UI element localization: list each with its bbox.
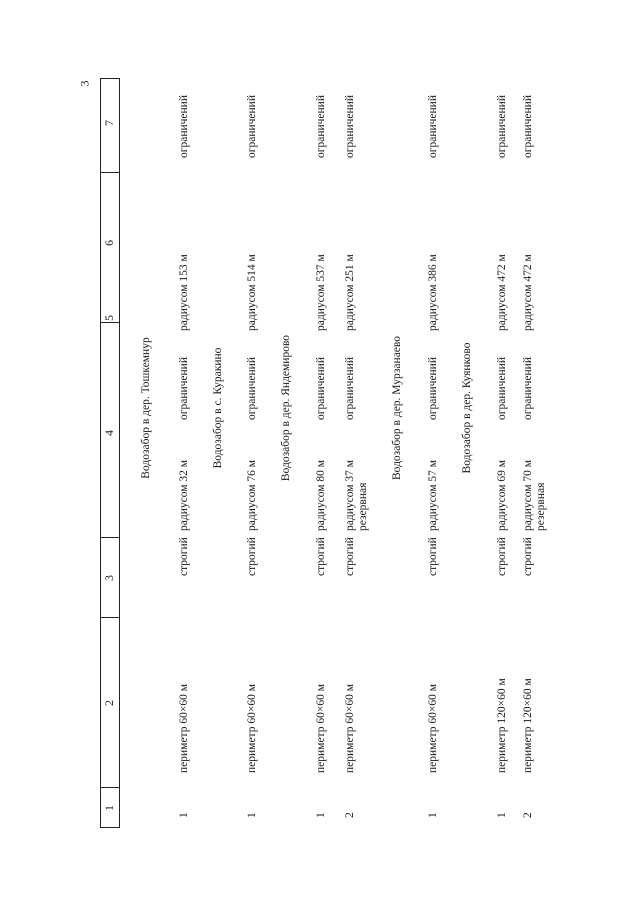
radius-cell: радиусом 76 м <box>246 459 258 531</box>
radius-cell: радиусом 153 м <box>178 254 190 331</box>
restriction-cell: ограничений <box>496 357 508 420</box>
section-title: Водозабор в дер. Яндемирово <box>280 334 292 482</box>
restriction-cell: ограничений <box>178 357 190 420</box>
restriction-cell: ограничений <box>178 95 190 158</box>
col-divider <box>100 78 119 79</box>
zone-cell: строгий <box>427 537 439 576</box>
restriction-cell: ограничений <box>522 95 534 158</box>
row-number: 1 <box>178 812 190 818</box>
restriction-cell: ограничений <box>496 95 508 158</box>
reserve-note: резервная <box>535 482 547 531</box>
section-title: Водозабор в с. Куракино <box>212 347 224 469</box>
restriction-cell: ограничений <box>344 95 356 158</box>
perimeter-cell: периметр 60×60 м <box>246 684 258 773</box>
restriction-cell: ограничений <box>315 357 327 420</box>
section-title: Водозабор в дер. Куянково <box>461 342 473 474</box>
radius-cell: радиусом 70 м <box>522 459 534 531</box>
zone-cell: строгий <box>496 537 508 576</box>
zone-cell: строгий <box>246 537 258 576</box>
row-number: 2 <box>344 812 356 818</box>
radius-cell: радиусом 251 м <box>344 254 356 331</box>
col-header-3: 3 <box>102 575 116 581</box>
col-divider <box>100 617 119 618</box>
perimeter-cell: периметр 60×60 м <box>427 684 439 773</box>
restriction-cell: ограничений <box>427 95 439 158</box>
zone-cell: строгий <box>344 537 356 576</box>
table-top-rule <box>100 78 101 828</box>
restriction-cell: ограничений <box>427 357 439 420</box>
reserve-note: резервная <box>357 482 369 531</box>
restriction-cell: ограничений <box>246 95 258 158</box>
col-header-4: 4 <box>102 430 116 436</box>
col-divider <box>100 537 119 538</box>
row-number: 1 <box>315 812 327 818</box>
perimeter-cell: периметр 60×60 м <box>315 684 327 773</box>
radius-cell: радиусом 472 м <box>522 254 534 331</box>
rotated-table <box>100 78 547 828</box>
radius-cell: радиусом 32 м <box>178 459 190 531</box>
col-header-5: 5 <box>102 315 116 321</box>
section-title: Водозабор в дер. Мурзанаево <box>391 336 403 481</box>
perimeter-cell: периметр 60×60 м <box>178 684 190 773</box>
col-header-1: 1 <box>102 805 116 811</box>
radius-cell: радиусом 69 м <box>496 459 508 531</box>
row-number: 1 <box>496 812 508 818</box>
restriction-cell: ограничений <box>522 357 534 420</box>
col-header-7: 7 <box>102 120 116 126</box>
radius-cell: радиусом 514 м <box>246 254 258 331</box>
header-bottom-rule <box>119 78 120 828</box>
zone-cell: строгий <box>522 537 534 576</box>
radius-cell: радиусом 57 м <box>427 459 439 531</box>
section-title: Водозабор в дер. Тошкемнур <box>140 337 152 479</box>
row-number: 1 <box>246 812 258 818</box>
perimeter-cell: периметр 120×60 м <box>522 678 534 773</box>
zone-cell: строгий <box>178 537 190 576</box>
zone-cell: строгий <box>315 537 327 576</box>
restriction-cell: ограничений <box>344 357 356 420</box>
perimeter-cell: периметр 120×60 м <box>496 678 508 773</box>
col-header-6: 6 <box>102 240 116 246</box>
page-number: 3 <box>77 80 92 87</box>
radius-cell: радиусом 80 м <box>315 459 327 531</box>
restriction-cell: ограничений <box>246 357 258 420</box>
col-header-2: 2 <box>102 700 116 706</box>
radius-cell: радиусом 472 м <box>496 254 508 331</box>
row-number: 1 <box>427 812 439 818</box>
radius-cell: радиусом 37 м <box>344 459 356 531</box>
row-number: 2 <box>522 812 534 818</box>
restriction-cell: ограничений <box>315 95 327 158</box>
col-divider <box>100 172 119 173</box>
perimeter-cell: периметр 60×60 м <box>344 684 356 773</box>
radius-cell: радиусом 386 м <box>427 254 439 331</box>
radius-cell: радиусом 537 м <box>315 254 327 331</box>
